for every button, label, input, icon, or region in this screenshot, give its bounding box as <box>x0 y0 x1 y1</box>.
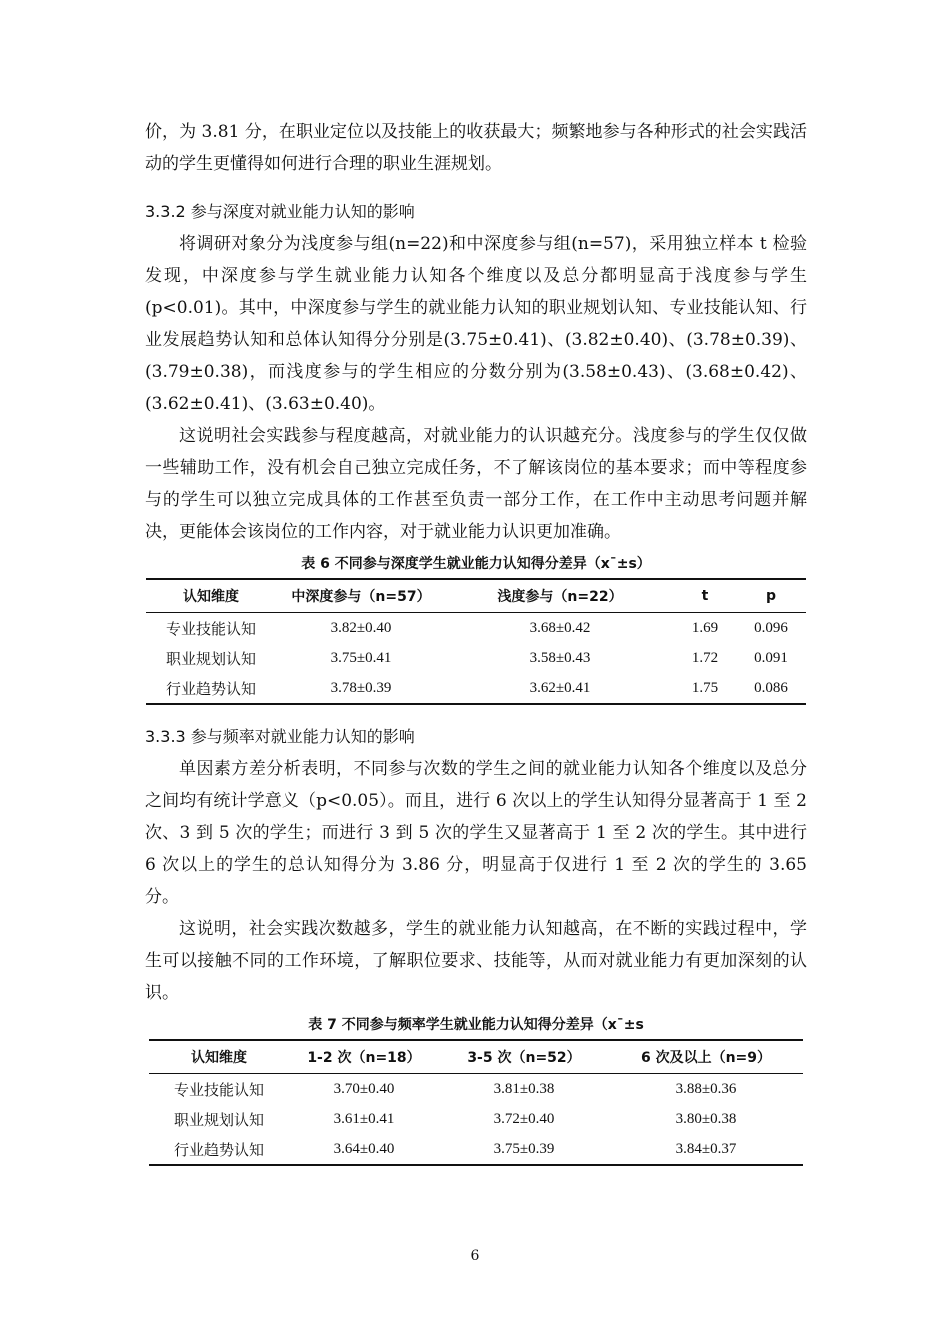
table-row <box>146 643 806 673</box>
table-row <box>149 1074 803 1105</box>
table-cell: 0.096 <box>754 619 788 636</box>
table-cell: 1.75 <box>691 679 719 696</box>
paragraph: 这说明，社会实践次数越多，学生的就业能力认知越高，在不断的实践过程中，学生可以接触不同的工作环境，了解职位要求、技能等，从而对就业能力有更加深刻的认识。 <box>145 919 807 1003</box>
column-header: 3-5 次（n=52） <box>467 1050 581 1066</box>
document-page <box>145 116 807 1166</box>
column-header: t <box>701 588 709 604</box>
table-cell: 3.61±0.41 <box>333 1110 395 1127</box>
table-cell: 1.72 <box>691 649 719 666</box>
column-header: 认知维度 <box>191 1050 247 1066</box>
table-cell: 行业趋势认知 <box>165 681 256 698</box>
table-cell: 3.75±0.39 <box>493 1140 555 1157</box>
table-cell: 职业规划认知 <box>165 651 256 668</box>
table-caption: 表 6 不同参与深度学生就业能力认知得分差异（x¯±s） <box>301 556 651 572</box>
page-number: 6 <box>470 1248 480 1264</box>
table-7 <box>149 1039 803 1166</box>
column-header: 1-2 次（n=18） <box>307 1050 421 1066</box>
paragraph: 将调研对象分为浅度参与组(n=22)和中深度参与组(n=57)，采用独立样本 t 检验发现，中深度参与学生就业能力认知各个维度以及总分都明显高于浅度参与学生(p<0.01)。其中，中深度参与学生的就业能力认知的职业规划认知、专业技能认知、行业发展趋势认知和总体认知得分分别是(3.75±0.41)、(3.82±0.40)、(3.78±0.39)、(3.79±0.38)，而浅度参与的学生相应的分数分别为(3.58±0.43)、(3.68±0.42)、(3.62±0.41)、(3.63±0.40)。 <box>145 234 807 414</box>
section-heading-3-3-3: 3.3.3 参与频率对就业能力认知的影响 <box>145 727 415 746</box>
table-cell: 0.086 <box>754 679 788 696</box>
column-header: p <box>765 588 777 604</box>
table-cell: 3.88±0.36 <box>675 1080 737 1097</box>
paragraph: 单因素方差分析表明，不同参与次数的学生之间的就业能力认知各个维度以及总分之间均有统计学意义（p<0.05）。而且，进行 6 次以上的学生认知得分显著高于 1 至 2 次、3 到 5 次的学生；而进行 3 到 5 次的学生又显著高于 1 至 2 次的学生。其中进行 6 次以上的学生的总认知得分为 3.86 分，明显高于仅进行 1 至 2 次的学生的 3.65 分。 <box>145 759 807 907</box>
intro-paragraph: 价，为 3.81 分，在职业定位以及技能上的收获最大；频繁地参与各种形式的社会实践活动的学生更懂得如何进行合理的职业生涯规划。 <box>145 122 807 174</box>
table-6 <box>146 578 806 705</box>
table-header-row <box>149 1040 803 1074</box>
table-cell: 3.62±0.41 <box>529 679 591 696</box>
section-heading-3-3-2: 3.3.2 参与深度对就业能力认知的影响 <box>145 202 415 221</box>
table-cell: 专业技能认知 <box>173 1082 264 1099</box>
table-cell: 3.70±0.40 <box>333 1080 395 1097</box>
paragraph: 这说明社会实践参与程度越高，对就业能力的认识越充分。浅度参与的学生仅仅做一些辅助工作，没有机会自己独立完成任务，不了解该岗位的基本要求；而中等程度参与的学生可以独立完成具体的工作甚至负责一部分工作，在工作中主动思考问题并解决，更能体会该岗位的工作内容，对于就业能力认识更加准确。 <box>145 426 807 542</box>
table-cell: 职业规划认知 <box>173 1112 264 1129</box>
table-row <box>149 1104 803 1134</box>
table-cell: 3.81±0.38 <box>493 1080 555 1097</box>
column-header: 浅度参与（n=22） <box>497 589 623 605</box>
column-header: 中深度参与（n=57） <box>291 589 431 605</box>
table-cell: 专业技能认知 <box>165 621 256 638</box>
table-cell: 1.69 <box>691 619 719 636</box>
column-header: 认知维度 <box>183 589 239 605</box>
table-caption: 表 7 不同参与频率学生就业能力认知得分差异（x¯±s <box>308 1017 644 1033</box>
table-header-row <box>146 579 806 613</box>
table-cell: 3.80±0.38 <box>675 1110 737 1127</box>
table-cell: 3.78±0.39 <box>330 679 392 696</box>
table-cell: 行业趋势认知 <box>173 1142 264 1159</box>
table-cell: 3.64±0.40 <box>333 1140 395 1157</box>
table-row <box>149 1134 803 1165</box>
table-cell: 3.82±0.40 <box>330 619 392 636</box>
column-header: 6 次及以上（n=9） <box>640 1050 772 1066</box>
table-row <box>146 613 806 644</box>
table-cell: 3.72±0.40 <box>493 1110 555 1127</box>
table-row <box>146 673 806 704</box>
table-cell: 3.75±0.41 <box>330 649 392 666</box>
table-cell: 3.68±0.42 <box>529 619 591 636</box>
table-cell: 0.091 <box>754 649 788 666</box>
table-cell: 3.58±0.43 <box>529 649 591 666</box>
table-cell: 3.84±0.37 <box>675 1140 737 1157</box>
